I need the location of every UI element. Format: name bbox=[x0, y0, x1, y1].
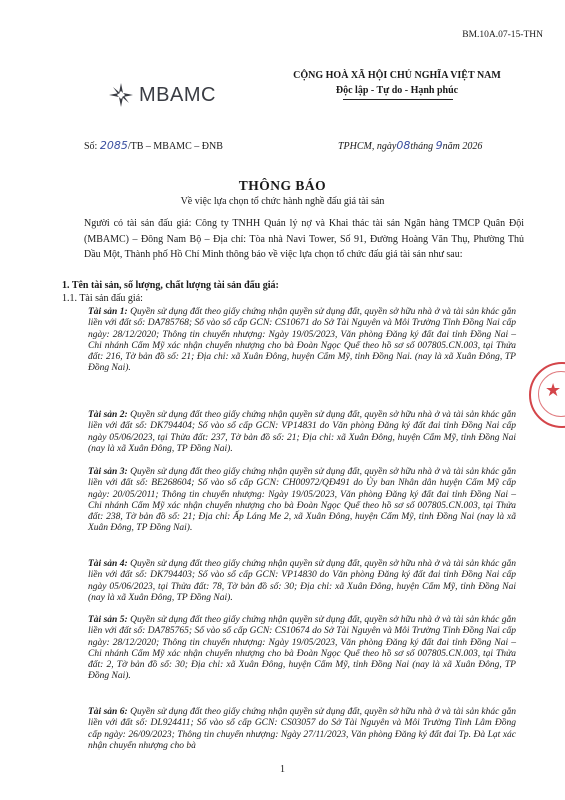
asset-text: Quyền sử dụng đất theo giấy chứng nhận quyền sử dụng đất, quyền sở hữu nhà ở và tài sản khác gắn liền với đất số: BE268604; Số vào sổ cấp GCN: CH00972/QĐ491 do Ủy ban Nhân dân huyện Cẩm Mỹ cấp ngày: 20/05/2011; Thông tin chuyển nhượng: Ngày 19/05/2023, Văn phòng Đăng ký đất đai tỉnh Đồng Nai – Chi nhánh Cẩm Mỹ xác nhận chuyển nhượng cho bà Đoàn Ngọc Quế theo hồ sơ số 007805.CN.003, tại Thửa đất: 238, Tờ bản đồ số: 21; Địa chỉ: Ấp Láng Me 2, xã Xuân Đông, huyện Cẩm Mỹ, tỉnh Đồng Nai (nay là xã Xuân Đông, TP Đồng Nai). bbox=[88, 467, 517, 534]
document-subtitle: Về việc lựa chọn tổ chức hành nghề đấu giá tài sản bbox=[180, 196, 385, 207]
asset-text: Quyền sử dụng đất theo giấy chứng nhận quyền sử dụng đất, quyền sở hữu nhà ở và tài sản khác gắn liền với đất số: DK794404; Số vào sổ cấp GCN: VP14831 do Văn phòng Đăng ký đất đai tỉnh Đồng Nai cấp ngày 05/06/2023, tại Thửa đất: 237, Tờ bản đồ số: 21; Địa chỉ: xã Xuân Đông, huyện Cẩm Mỹ, tỉnh Đồng Nai (nay là xã Xuân Đông, TP Đồng Nai). bbox=[88, 410, 517, 454]
asset-label: Tài sản 6: bbox=[88, 707, 128, 717]
doc-number-suffix: /TB – MBAMC – ĐNB bbox=[127, 141, 223, 152]
document-title: THÔNG BÁO bbox=[238, 178, 327, 193]
asset-item bbox=[88, 307, 516, 375]
seal-star-icon: ★ bbox=[545, 380, 562, 400]
section-heading-1: 1. Tên tài sản, số lượng, chất lượng tài sản đấu giá: bbox=[62, 280, 279, 291]
intro-paragraph: Người có tài sản đấu giá: Công ty TNHH Quản lý nợ và Khai thác tài sản Ngân hàng TMCP Quân Đội (MBAMC) – Đông Nam Bộ – Địa chỉ: Tòa nhà Navi Tower, Số 91, Đường Hoàng Văn Thụ, Phường Thủ Dầu Một, Thành phố Hồ Chí Minh thông báo về việc lựa chọn tổ chức đấu giá tài sản như sau: bbox=[84, 218, 524, 261]
date-month-label: tháng bbox=[410, 141, 434, 152]
asset-item bbox=[88, 467, 516, 535]
asset-label: Tài sản 5: bbox=[88, 615, 128, 625]
asset-label: Tài sản 1: bbox=[88, 307, 128, 317]
date-day: 08 bbox=[396, 139, 411, 152]
asset-text: Quyền sử dụng đất theo giấy chứng nhận quyền sử dụng đất, quyền sở hữu nhà ở và tài sản khác gắn liền với đất số: DK794403; Số vào sổ cấp GCN: VP14830 do Văn phòng Đăng ký đất đai tỉnh Đồng Nai cấp ngày 05/06/2023, tại Thửa đất: 78, Tờ bản đồ số: 30; Địa chỉ: xã Xuân Đông, huyện Cẩm Mỹ, tỉnh Đồng Nai (nay là xã Xuân Đông, TP Đồng Nai). bbox=[88, 559, 517, 603]
mb-star-logo-icon bbox=[108, 82, 134, 108]
motto-underline bbox=[343, 99, 453, 100]
asset-text: Quyền sử dụng đất theo giấy chứng nhận quyền sử dụng đất, quyền sở hữu nhà ở và tài sản khác gắn liền với đất số: DL924411; Số vào sổ cấp GCN: CS03057 do Sở Tài Nguyên và Môi Trường Tỉnh Lâm Đồng cấp ngày: 26/09/2023; Thông tin chuyển nhượng: Ngày 27/11/2023, Văn phòng Đăng ký đất đai Tp. Đà Lạt xác nhận chuyển nhượng cho bà bbox=[88, 707, 517, 751]
national-motto: Độc lập - Tự do - Hạnh phúc bbox=[335, 85, 459, 96]
asset-item bbox=[88, 410, 516, 455]
date-month: 9 bbox=[435, 139, 443, 152]
asset-item bbox=[88, 559, 516, 604]
asset-label: Tài sản 4: bbox=[88, 559, 128, 569]
company-logo bbox=[108, 82, 216, 108]
date-year: năm 2026 bbox=[442, 141, 483, 152]
page-number: 1 bbox=[280, 764, 285, 775]
asset-label: Tài sản 3: bbox=[88, 467, 128, 477]
asset-text: Quyền sử dụng đất theo giấy chứng nhận quyền sử dụng đất, quyền sở hữu nhà ở và tài sản khác gắn liền với đất số: DA785768; Số vào sổ cấp GCN: CS10671 do Sở Tài Nguyên và Môi Trường Tỉnh Đồng Nai cấp ngày: 28/12/2020; Thông tin chuyển nhượng: Ngày 19/05/2023, Văn phòng Đăng ký đất đai tỉnh Đồng Nai – Chi nhánh Cẩm Mỹ xác nhận chuyển nhượng cho bà Đoàn Ngọc Quế theo hồ sơ số 007805.CN.003, tại Thửa đất: 216, Tờ bản đồ số: 21; Địa chỉ: xã Xuân Đông, huyện Cẩm Mỹ, tỉnh Đồng Nai. (nay là xã Xuân Đông, TP Đồng Nai). bbox=[88, 307, 517, 374]
place-date-prefix: TPHCM, ngày bbox=[338, 141, 397, 152]
form-code: BM.10A.07-15-THN bbox=[462, 30, 543, 40]
document-number bbox=[84, 139, 223, 152]
asset-item bbox=[88, 707, 516, 752]
doc-number-prefix: Số: bbox=[84, 141, 98, 152]
logo-text: MBAMC bbox=[139, 83, 216, 106]
section-heading-1-1: 1.1. Tài sản đấu giá: bbox=[62, 293, 143, 304]
national-heading: CỘNG HOÀ XÃ HỘI CHỦ NGHĨA VIỆT NAM bbox=[293, 70, 501, 81]
asset-item bbox=[88, 615, 516, 683]
asset-label: Tài sản 2: bbox=[88, 410, 128, 420]
red-seal-stamp bbox=[529, 362, 565, 428]
place-date bbox=[338, 139, 482, 152]
asset-text: Quyền sử dụng đất theo giấy chứng nhận quyền sử dụng đất, quyền sở hữu nhà ở và tài sản khác gắn liền với đất số: DA785765; Số vào sổ cấp GCN: CS10674 do Sở Tài Nguyên và Môi Trường Tỉnh Đồng Nai cấp ngày: 28/12/2020; Thông tin chuyển nhượng: Ngày 19/05/2023, Văn phòng Đăng ký đất đai tỉnh Đồng Nai – Chi nhánh Cẩm Mỹ xác nhận chuyển nhượng cho bà Đoàn Ngọc Quế theo hồ sơ số 007805.CN.003, tại Thửa đất: 2, Tờ bản đồ số: 30; Địa chỉ: xã Xuân Đông, huyện Cẩm Mỹ, tỉnh Đồng Nai (nay là xã Xuân Đông, TP Đồng Nai). bbox=[88, 615, 517, 682]
doc-number-handwritten: 2085 bbox=[99, 139, 128, 152]
